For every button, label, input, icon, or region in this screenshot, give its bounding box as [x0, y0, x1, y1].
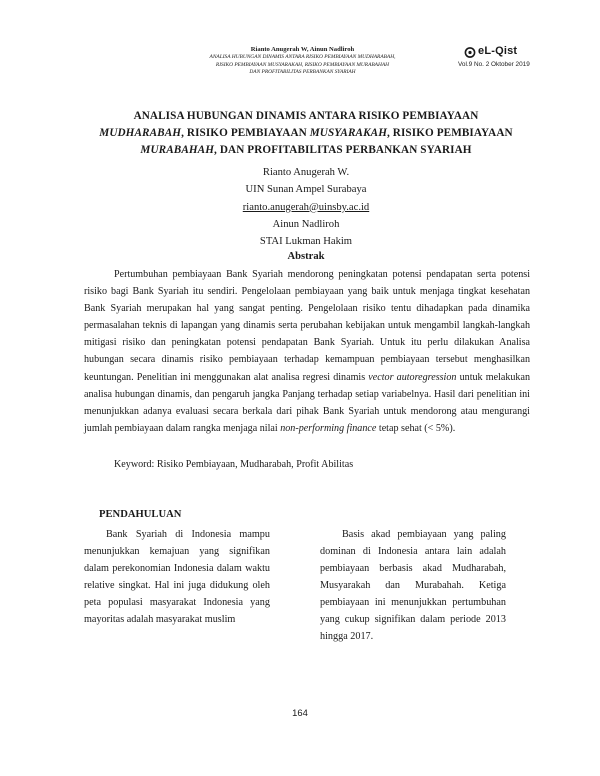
title-italic-mudharabah: MUDHARABAH — [99, 127, 182, 139]
page-number: 164 — [292, 707, 308, 718]
author-1-affiliation: UIN Sunan Ampel Surabaya — [245, 184, 367, 196]
author-2-name: Ainun Nadliroh — [272, 218, 340, 230]
body-paragraph-right: Basis akad pembiayaan yang paling dominan di Indonesia antara lain adalah pembiayaan berbasis akad Mudharabah, Musyarakah dan Murabahah. Ketiga pembiayaan ini menunjukkan pertumbuhan yang cukup signifikan dalam periode 2013 hingga 2017. — [320, 529, 506, 642]
running-header-line-3: DAN PROFITABILITAS PERBANKAN SYARIAH — [249, 69, 356, 76]
abstract-paragraph — [84, 266, 530, 437]
abstract-italic-var: vector autoregression — [368, 371, 457, 383]
abstract-text-2: untuk melakukan analisa hubungan dinamis, dan pengaruh jangka Panjang terhadap setiap variabelnya. Hasil dari penelitian ini menunjukkan adanya evaluasi secara berkala dari pihak Bank Syariah untuk mendorong atau mengurangi jumlah pembiayaan dalam rangka menjaga nilai — [84, 371, 530, 434]
abstract-body — [84, 266, 530, 437]
title-line-1: ANALISA HUBUNGAN DINAMIS ANTARA RISIKO PEMBIAYAAN — [133, 110, 479, 122]
abstract-italic-npf: non-performing finance — [280, 422, 377, 434]
keywords: Keyword: Risiko Pembiayaan, Mudharabah, Profit Abilitas — [114, 459, 354, 470]
running-header-authors: Rianto Anugerah W, Ainun Nadliroh — [250, 46, 355, 53]
running-header-line-1: ANALISA HUBUNGAN DINAMIS ANTARA RISIKO PEMBIAYAAN MUDHARABAH, — [209, 53, 396, 60]
title-italic-murabahah: MURABAHAH — [140, 144, 215, 156]
journal-logo-text: eL-Qist — [478, 45, 518, 57]
title-line-3-end: , DAN PROFITABILITAS PERBANKAN SYARIAH — [214, 144, 472, 156]
body-paragraph-left: Bank Syariah di Indonesia mampu menunjukkan kemajuan yang signifikan dalam perekonomian Indonesia dalam waktu relative singkat. Hal ini juga didukung oleh peta populasi masyarakat Indonesia yang mayoritas adalah masyarakat muslim — [84, 529, 270, 625]
journal-logo — [438, 45, 538, 59]
title-line-2-mid: , RISIKO PEMBIAYAAN — [181, 127, 310, 139]
abstract-text-3: tetap sehat (< 5%). — [376, 422, 456, 434]
author-1-email-link[interactable]: rianto.anugerah@uinsby.ac.id — [242, 201, 370, 213]
journal-volume: Vol.9 No. 2 Oktober 2019 — [458, 61, 530, 68]
abstract-heading: Abstrak — [287, 251, 325, 262]
title-italic-musyarakah: MUSYARAKAH — [309, 127, 387, 139]
running-header-line-2: RISIKO PEMBIAYAAN MUSYARAKAH, RISIKO PEMBIAYAAN MURABAHAH — [215, 61, 390, 68]
paper-title — [95, 108, 517, 159]
title-line-2 — [95, 125, 517, 142]
title-line-2-end: , RISIKO PEMBIAYAAN — [387, 127, 513, 139]
author-2-affiliation: STAI Lukman Hakim — [259, 236, 353, 248]
section-heading: PENDAHULUAN — [99, 509, 182, 520]
journal-logo-icon — [464, 47, 476, 58]
author-block — [180, 164, 432, 250]
body-column-left — [84, 526, 270, 628]
title-line-3 — [95, 142, 517, 159]
running-header — [175, 46, 430, 77]
author-1-name: Rianto Anugerah W. — [262, 167, 350, 178]
body-column-right — [320, 526, 506, 645]
abstract-text-1: Pertumbuhan pembiayaan Bank Syariah mendorong peningkatan potensi pendapatan serta potensi risiko bagi Bank Syariah itu sendiri. Pengelolaan pembiayaan yang baik untuk menjaga tingkat kesehatan Bank Syariah merupakan hal yang sangat penting. Pengelolaan risiko tentu dihadapkan pada dinamika permasalahan teknis di lapangan yang dinamis serta perubahan kebijakan untuk mengambil langkah-langkah mitigasi risiko dan peningkatan potensi pendapatan Bank Syariah. Untuk itu perlu dilakukan Analisa hubungan secara dinamis risiko pembiayaan terhadap kemampuan pembiayaan tersebut menghasilkan keuntungan. Penelitian ini menggunakan alat analisa regresi dinamis — [84, 269, 530, 383]
